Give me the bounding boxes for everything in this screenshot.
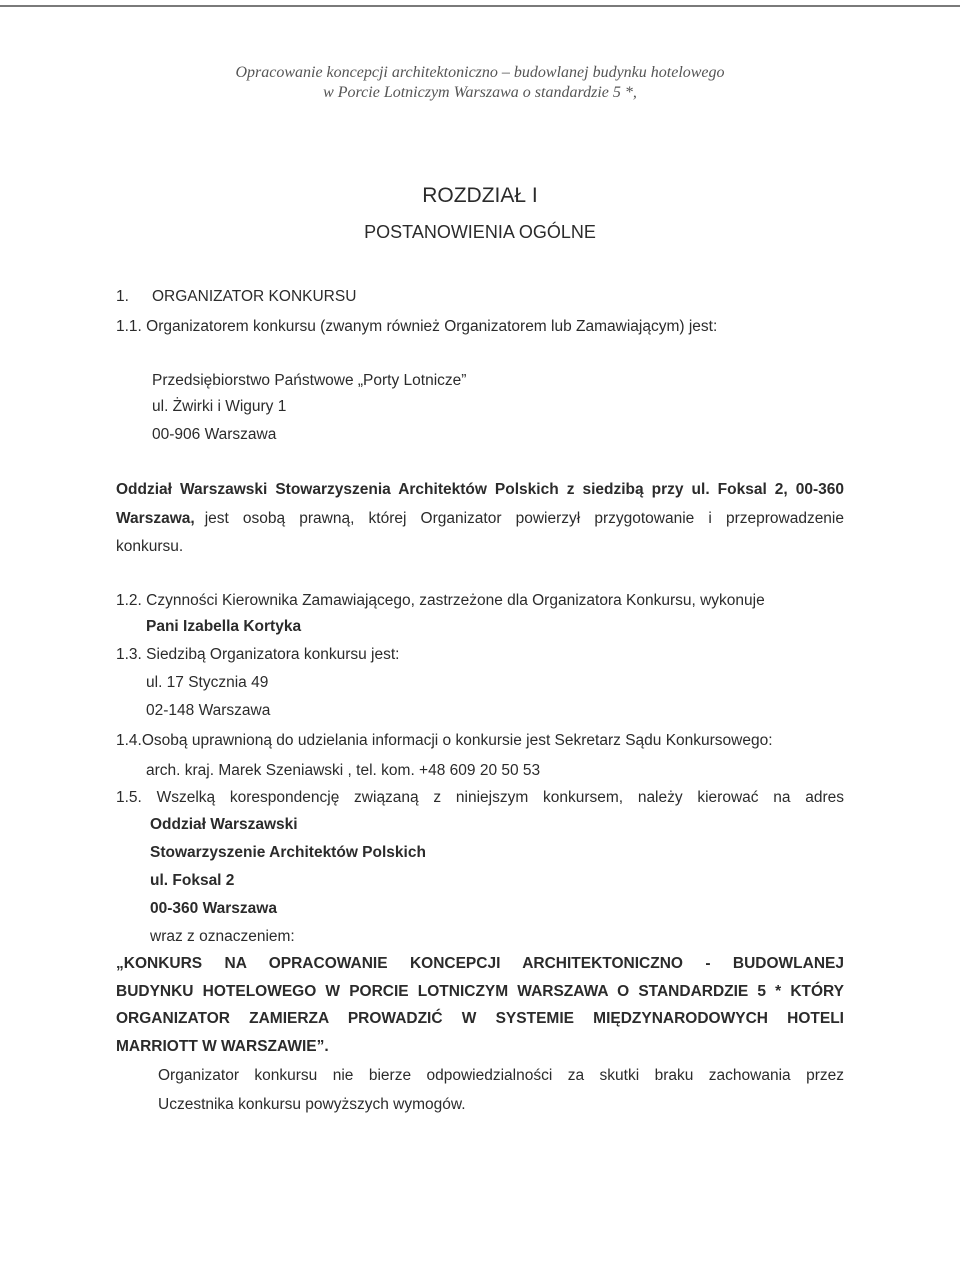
delegate-line-3: konkursu. (116, 538, 184, 555)
paragraph-1-2: 1.2. Czynności Kierownika Zamawiającego, zastrzeżone dla Organizatora Konkursu, wykonuje (116, 592, 765, 609)
section-title: ORGANIZATOR KONKURSU (152, 288, 357, 305)
organizer-city: 00-906 Warszawa (152, 426, 277, 443)
address-line-3: ul. Foksal 2 (150, 872, 235, 889)
manager-name: Pani Izabella Kortyka (146, 618, 302, 635)
section-number: 1. (116, 288, 129, 305)
delegate-line-2 (116, 510, 844, 528)
chapter-title: ROZDZIAŁ I (422, 184, 538, 207)
seat-city: 02-148 Warszawa (146, 702, 271, 719)
running-header-line-1: Opracowanie koncepcji architektoniczno – budowlanej budynku hotelowego (235, 64, 725, 81)
paragraph-1-1: 1.1. Organizatorem konkursu (zwanym również Organizatorem lub Zamawiającym) jest: (116, 318, 718, 335)
chapter-subtitle: POSTANOWIENIA OGÓLNE (364, 222, 596, 242)
delegate-text: jest osobą prawną, której Organizator powierzył przygotowanie i przeprowadzenie (204, 510, 844, 527)
address-line-4: 00-360 Warszawa (150, 900, 277, 917)
secretary-contact: arch. kraj. Marek Szeniawski , tel. kom. +48 609 20 50 53 (146, 762, 541, 779)
marking-caps-line-2: BUDYNKU HOTELOWEGO W PORCIE LOTNICZYM WARSZAWA O STANDARDZIE 5 * KTÓRY (116, 983, 844, 1000)
delegate-city: Warszawa, (116, 510, 195, 527)
running-header-line-2: w Porcie Lotniczym Warszawa o standardzie 5 *, (323, 84, 637, 101)
marking-intro: wraz z oznaczeniem: (150, 928, 295, 945)
paragraph-1-4: 1.4.Osobą uprawnioną do udzielania informacji o konkursie jest Sekretarz Sądu Konkursowego: (116, 732, 773, 749)
marking-caps-line-4: MARRIOTT W WARSZAWIE”. (116, 1038, 329, 1055)
paragraph-1-3: 1.3. Siedzibą Organizatora konkursu jest: (116, 646, 400, 663)
address-line-2: Stowarzyszenie Architektów Polskich (150, 844, 426, 861)
organizer-street: ul. Żwirki i Wigury 1 (152, 398, 287, 415)
address-line-1: Oddział Warszawski (150, 816, 298, 833)
delegate-line-1: Oddział Warszawski Stowarzyszenia Architektów Polskich z siedzibą przy ul. Foksal 2, 00-360 (116, 481, 844, 498)
marking-caps-line-3: ORGANIZATOR ZAMIERZA PROWADZIĆ W SYSTEMIE MIĘDZYNARODOWYCH HOTELI (116, 1010, 844, 1027)
marking-caps-line-1: „KONKURS NA OPRACOWANIE KONCEPCJI ARCHITEKTONICZNO - BUDOWLANEJ (116, 955, 844, 972)
disclaimer-line-2: Uczestnika konkursu powyższych wymogów. (158, 1096, 466, 1113)
scan-top-border (0, 5, 960, 7)
disclaimer-line-1: Organizator konkursu nie bierze odpowiedzialności za skutki braku zachowania przez (158, 1067, 844, 1084)
seat-street: ul. 17 Stycznia 49 (146, 674, 269, 691)
paragraph-1-5: 1.5. Wszelką korespondencję związaną z niniejszym konkursem, należy kierować na adres (116, 789, 844, 806)
organizer-name: Przedsiębiorstwo Państwowe „Porty Lotnicze” (152, 372, 467, 389)
